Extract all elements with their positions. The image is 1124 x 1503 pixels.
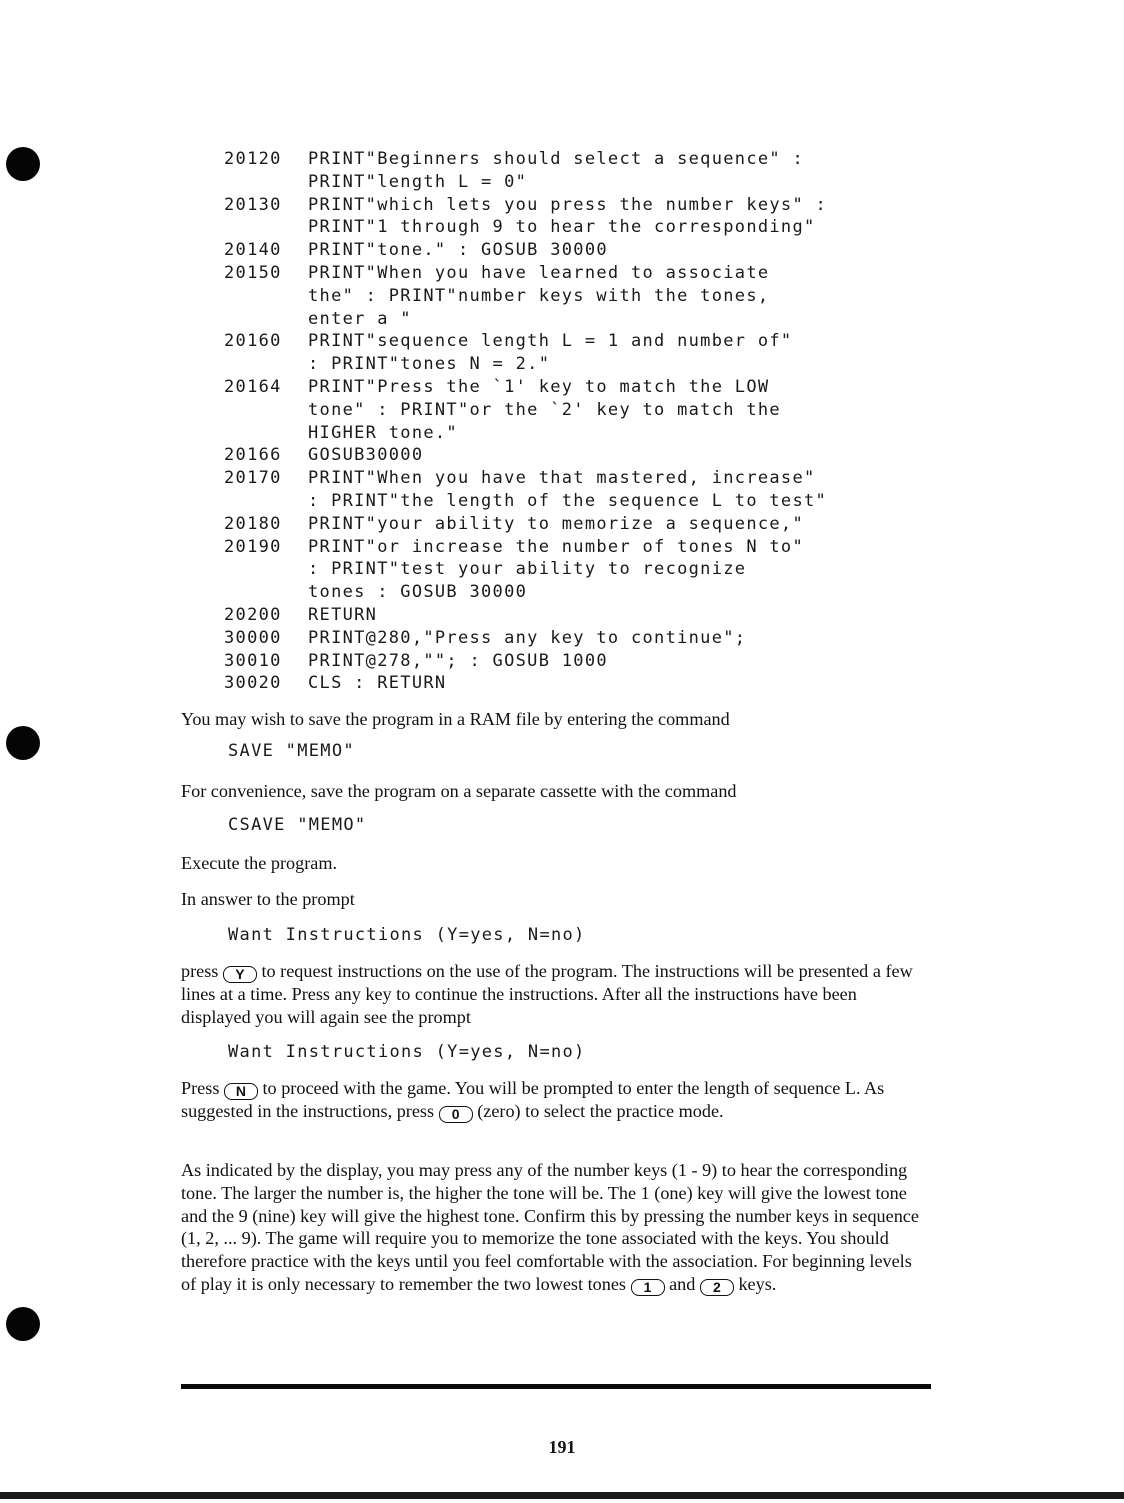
code-line	[224, 399, 964, 422]
code-statement: PRINT"Beginners should select a sequence" :	[308, 149, 804, 169]
line-number	[224, 422, 308, 445]
code-statement: : PRINT"tones N = 2."	[308, 354, 551, 375]
code-statement: tone" : PRINT"or the `2' key to match the	[308, 399, 781, 420]
binder-hole-top	[6, 147, 40, 181]
line-number: 20166	[224, 445, 282, 466]
code-statement: PRINT"length L = 0"	[308, 171, 528, 192]
line-number: 20164	[224, 376, 282, 397]
line-number	[224, 216, 308, 239]
prompt-paragraph: In answer to the prompt	[181, 889, 355, 909]
code-statement: enter a "	[308, 308, 412, 329]
zero-key-icon: 0	[439, 1106, 473, 1123]
press-n-tail: (zero) to select the practice mode.	[472, 1101, 724, 1121]
code-statement: : PRINT"test your ability to recognize	[308, 559, 747, 580]
code-statement: PRINT"which lets you press the number keys" :	[308, 194, 828, 215]
code-line	[224, 604, 964, 627]
code-statement: HIGHER tone."	[308, 422, 458, 443]
code-statement: PRINT"1 through 9 to hear the corresponding"	[308, 217, 816, 238]
line-number: 30010	[224, 650, 282, 671]
line-number	[224, 490, 308, 513]
code-line	[224, 422, 964, 445]
line-number: 20140	[224, 240, 282, 261]
code-line	[224, 672, 964, 695]
line-number: 30000	[224, 627, 282, 648]
instructions-prompt-repeat: Want Instructions (Y=yes, N=no)	[228, 1042, 586, 1062]
code-statement: PRINT"or increase the number of tones N to"	[308, 536, 804, 557]
footer-rule	[181, 1384, 931, 1389]
save-command: SAVE "MEMO"	[228, 741, 355, 761]
code-line	[224, 513, 964, 536]
line-number	[224, 581, 308, 604]
page-number: 191	[548, 1437, 576, 1457]
code-statement: PRINT"tone." : GOSUB 30000	[308, 240, 608, 261]
display-and: and	[664, 1273, 700, 1294]
binder-hole-middle	[6, 726, 40, 760]
instructions-prompt: Want Instructions (Y=yes, N=no)	[228, 925, 586, 945]
save-ram-paragraph: You may wish to save the program in a RAM file by entering the command	[181, 709, 730, 729]
line-number	[224, 308, 308, 331]
line-number	[224, 171, 308, 194]
one-key-icon: 1	[631, 1279, 665, 1296]
code-line	[224, 650, 964, 673]
code-statement: PRINT"your ability to memorize a sequence,"	[308, 513, 804, 534]
press-n-text: to proceed with the game. You will be prompted to enter the length of sequence L. As suggested in the instructions, press	[181, 1078, 885, 1121]
n-key-icon: N	[224, 1083, 258, 1100]
line-number: 20160	[224, 331, 282, 352]
code-statement: RETURN	[308, 604, 378, 625]
press-y-lead: press	[181, 961, 219, 981]
code-line	[224, 330, 964, 353]
line-number: 20180	[224, 513, 282, 534]
line-number	[224, 353, 308, 376]
code-line	[224, 444, 964, 467]
line-number: 20150	[224, 262, 282, 283]
code-listing	[224, 148, 964, 695]
code-line	[224, 285, 964, 308]
code-statement: PRINT"When you have that mastered, increase"	[308, 468, 816, 489]
press-y-paragraph	[181, 960, 931, 1029]
code-line	[224, 148, 964, 171]
display-paragraph	[181, 1159, 931, 1296]
execute-paragraph: Execute the program.	[181, 853, 338, 873]
code-statement: PRINT"When you have learned to associate	[308, 262, 770, 283]
code-line	[224, 536, 964, 559]
code-statement: GOSUB30000	[308, 445, 424, 466]
code-line	[224, 216, 964, 239]
code-statement: PRINT"Press the `1' key to match the LOW	[308, 376, 770, 397]
line-number	[224, 399, 308, 422]
code-statement: : PRINT"the length of the sequence L to test"	[308, 490, 828, 511]
display-end: keys.	[733, 1273, 777, 1294]
binder-hole-bottom	[6, 1307, 40, 1341]
line-number	[224, 558, 308, 581]
line-number: 20170	[224, 468, 282, 489]
two-key-icon: 2	[700, 1279, 734, 1296]
code-line	[224, 239, 964, 262]
code-statement: PRINT@278,""; : GOSUB 1000	[308, 650, 608, 671]
line-number: 20200	[224, 604, 282, 625]
code-statement: PRINT"sequence length L = 1 and number of"	[308, 331, 793, 352]
code-line	[224, 353, 964, 376]
code-line	[224, 194, 964, 217]
code-line	[224, 262, 964, 285]
code-line	[224, 558, 964, 581]
code-line	[224, 376, 964, 399]
code-line	[224, 467, 964, 490]
code-statement: CLS : RETURN	[308, 673, 447, 694]
line-number: 20190	[224, 536, 282, 557]
csave-command: CSAVE "MEMO"	[228, 815, 367, 835]
line-number: 20120	[224, 149, 282, 169]
scan-edge-band	[0, 1492, 1124, 1499]
press-n-paragraph	[181, 1077, 931, 1123]
code-statement: tones : GOSUB 30000	[308, 582, 528, 603]
code-statement: PRINT@280,"Press any key to continue";	[308, 627, 747, 648]
code-line	[224, 581, 964, 604]
line-number: 20130	[224, 194, 282, 215]
press-n-lead: Press	[181, 1078, 220, 1098]
code-statement: the" : PRINT"number keys with the tones,	[308, 285, 770, 306]
code-line	[224, 490, 964, 513]
cassette-paragraph: For convenience, save the program on a separate cassette with the command	[181, 781, 737, 801]
display-text: As indicated by the display, you may press any of the number keys (1 - 9) to hear the corresponding tone. The larger the number is, the higher the tone will be. The 1 (one) key will give the lowest tone and the 9 (nine) key will give the highest tone. Confirm this by pressing the number keys in sequence (1, 2, ... 9). The game will require you to memorize the tone associated with the keys. You should therefore practice with the keys until you feel comfortable with the association. For beginning levels of play it is only necessary to remember the two lowest tones	[181, 1160, 919, 1294]
line-number	[224, 285, 308, 308]
code-line	[224, 308, 964, 331]
press-y-text: to request instructions on the use of the program. The instructions will be presented a few lines at a time. Press any key to continue the instructions. After all the instructions have been displayed you will again see the prompt	[181, 961, 913, 1027]
code-line	[224, 627, 964, 650]
y-key-icon: Y	[223, 966, 257, 983]
line-number: 30020	[224, 673, 282, 694]
code-line	[224, 171, 964, 194]
